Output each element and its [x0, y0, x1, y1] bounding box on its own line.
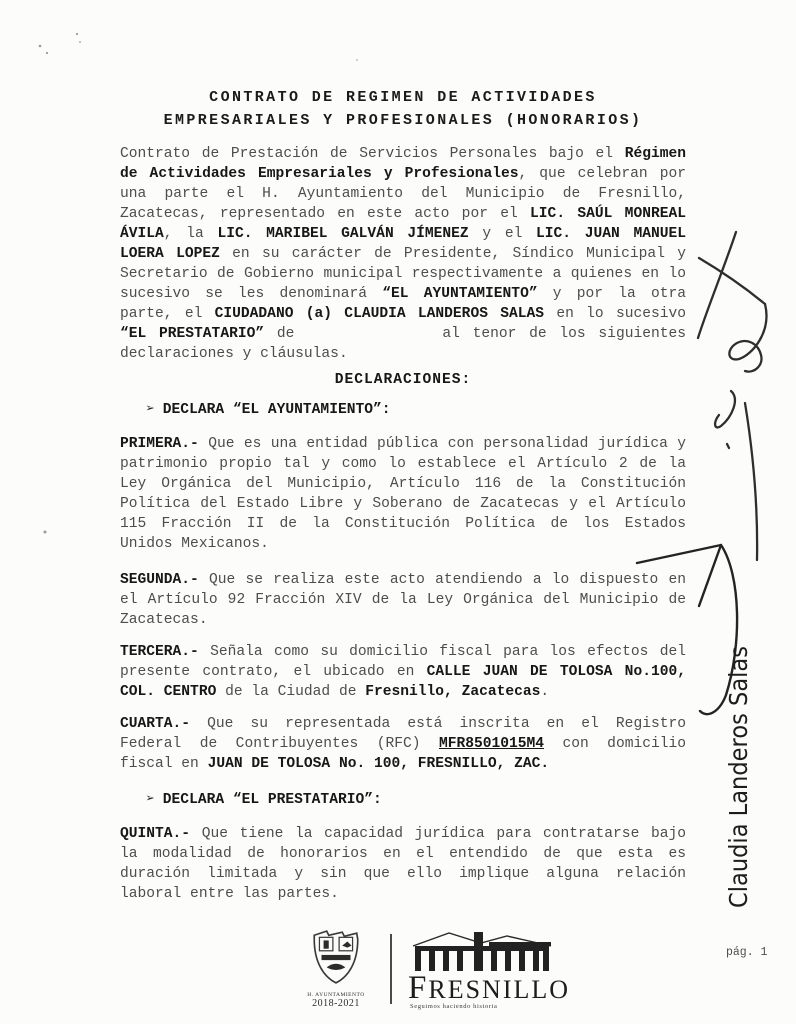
heading-text: DECLARA “EL AYUNTAMIENTO”:	[162, 402, 391, 418]
clause-primera	[120, 434, 686, 554]
text-segment: y el	[468, 226, 537, 242]
text-segment: Que su representada está inscrita en el Registro Federal de Contribuyentes (RFC)	[120, 716, 686, 752]
bold-text-segment: Régimen de Actividades Empresariales y Profesionales	[120, 146, 686, 182]
text-segment: en lo sucesivo	[544, 306, 687, 322]
clause-tercera	[120, 642, 686, 702]
intro-paragraph	[120, 144, 686, 364]
clause-label: CUARTA.-	[120, 716, 191, 732]
ayuntamiento-crest	[294, 928, 378, 1009]
crest-caption: H. AYUNTAMIENTO	[307, 992, 365, 998]
title-line-1: CONTRATO DE REGIMEN DE ACTIVIDADES	[209, 89, 597, 106]
aqueduct-icon	[407, 930, 557, 972]
text-segment: al tenor de los siguientes declaraciones y cláusulas.	[120, 326, 687, 362]
clause-segunda	[120, 570, 686, 630]
bold-text-segment: Fresnillo, Zacatecas	[365, 684, 541, 700]
clause-cuarta	[120, 714, 686, 774]
text-segment: Contrato de Prestación de Servicios Personales bajo el	[120, 146, 625, 162]
signature-flourish	[698, 232, 766, 560]
crest-years: 2018-2021	[312, 998, 360, 1009]
bold-text-segment: CIUDADANO (a) CLAUDIA LANDEROS SALAS	[214, 306, 545, 322]
fresnillo-tagline: Seguimos haciendo historia	[410, 1003, 498, 1010]
clause-quinta	[120, 824, 686, 904]
clause-label: SEGUNDA.-	[120, 572, 199, 588]
text-segment: de	[264, 326, 295, 342]
text-segment: .	[540, 684, 550, 700]
document-body	[120, 86, 686, 916]
clause-label: TERCERA.-	[120, 644, 199, 660]
declara-ayuntamiento-heading	[146, 400, 686, 420]
declara-prestatario-heading	[146, 790, 686, 810]
footer-divider	[390, 934, 392, 1004]
arrow-bullet-icon: ➢	[146, 792, 155, 808]
text-segment: con domicilio fiscal en	[120, 736, 687, 772]
text-segment: Que se realiza este acto atendiendo a lo dispuesto en el Artículo 92 Fracción XIV de la Ley Orgánica del Municipio de Zacatecas.	[120, 572, 686, 628]
declaraciones-heading: DECLARACIONES:	[334, 372, 472, 388]
text-segment: , que celebran por una parte el H. Ayuntamiento del Municipio de Fresnillo, Zacatecas, representado en este acto por el	[120, 166, 687, 222]
text-segment: Que es una entidad pública con personalidad jurídica y patrimonio propio tal y como lo establece el Artículo 2 de la Ley Orgánica del Municipio, Artículo 116 de la Constitución Política del Estado Libre y Soberano de Zacatecas y el Artículo 115 Fracción II de la Constitución Política de los Estados Unidos Mexicanos.	[120, 436, 686, 552]
document-title	[120, 86, 686, 132]
page-footer	[0, 926, 796, 1024]
bold-text-segment: “EL AYUNTAMIENTO”	[382, 286, 538, 302]
text-segment: de la Ciudad de	[216, 684, 366, 700]
rfc-value: MFR8501015M4	[438, 736, 545, 752]
text-segment: en su carácter de Presidente, Síndico Municipal y Secretario de Gobierno municipal respectivamente a quienes en lo sucesivo se les denominará	[120, 246, 686, 302]
arrow-bullet-icon: ➢	[146, 402, 155, 418]
bold-text-segment: JUAN DE TOLOSA No. 100, FRESNILLO, ZAC.	[207, 756, 550, 772]
text-segment: y por la otra parte, el	[120, 286, 686, 322]
bold-text-segment: CALLE JUAN DE TOLOSA No.100, COL. CENTRO	[120, 664, 686, 700]
fresnillo-wordmark: FRESNILLO	[408, 970, 571, 1006]
text-segment: Que tiene la capacidad jurídica para contratarse bajo la modalidad de honorarios en el entendido de que esta es duración limitada y sin que ello implique alguna relación laboral entre las partes.	[120, 826, 686, 902]
bold-text-segment: “EL PRESTATARIO”	[120, 326, 265, 342]
bold-text-segment: LIC. JUAN MANUEL LOERA LOPEZ	[120, 226, 687, 262]
text-segment: Señala como su domicilio fiscal para los efectos del presente contrato, el ubicado en	[120, 644, 686, 680]
page-number-label: pág. 1	[726, 946, 768, 959]
bold-text-segment: LIC. SAÚL MONREAL ÁVILA	[120, 206, 686, 242]
handwritten-signature-name: Claudia Landeros Salas	[724, 623, 753, 908]
fresnillo-logo	[404, 930, 571, 1010]
text-segment: , la	[163, 226, 218, 242]
clause-label: PRIMERA.-	[120, 436, 199, 452]
heading-text: DECLARA “EL PRESTATARIO”:	[162, 792, 382, 808]
bold-text-segment: LIC. MARIBEL GALVÁN JÍMENEZ	[217, 226, 469, 242]
clause-label: QUINTA.-	[120, 826, 191, 842]
municipal-shield-icon	[310, 928, 362, 986]
title-line-2: EMPRESARIALES Y PROFESIONALES (HONORARIOS)	[163, 112, 643, 129]
